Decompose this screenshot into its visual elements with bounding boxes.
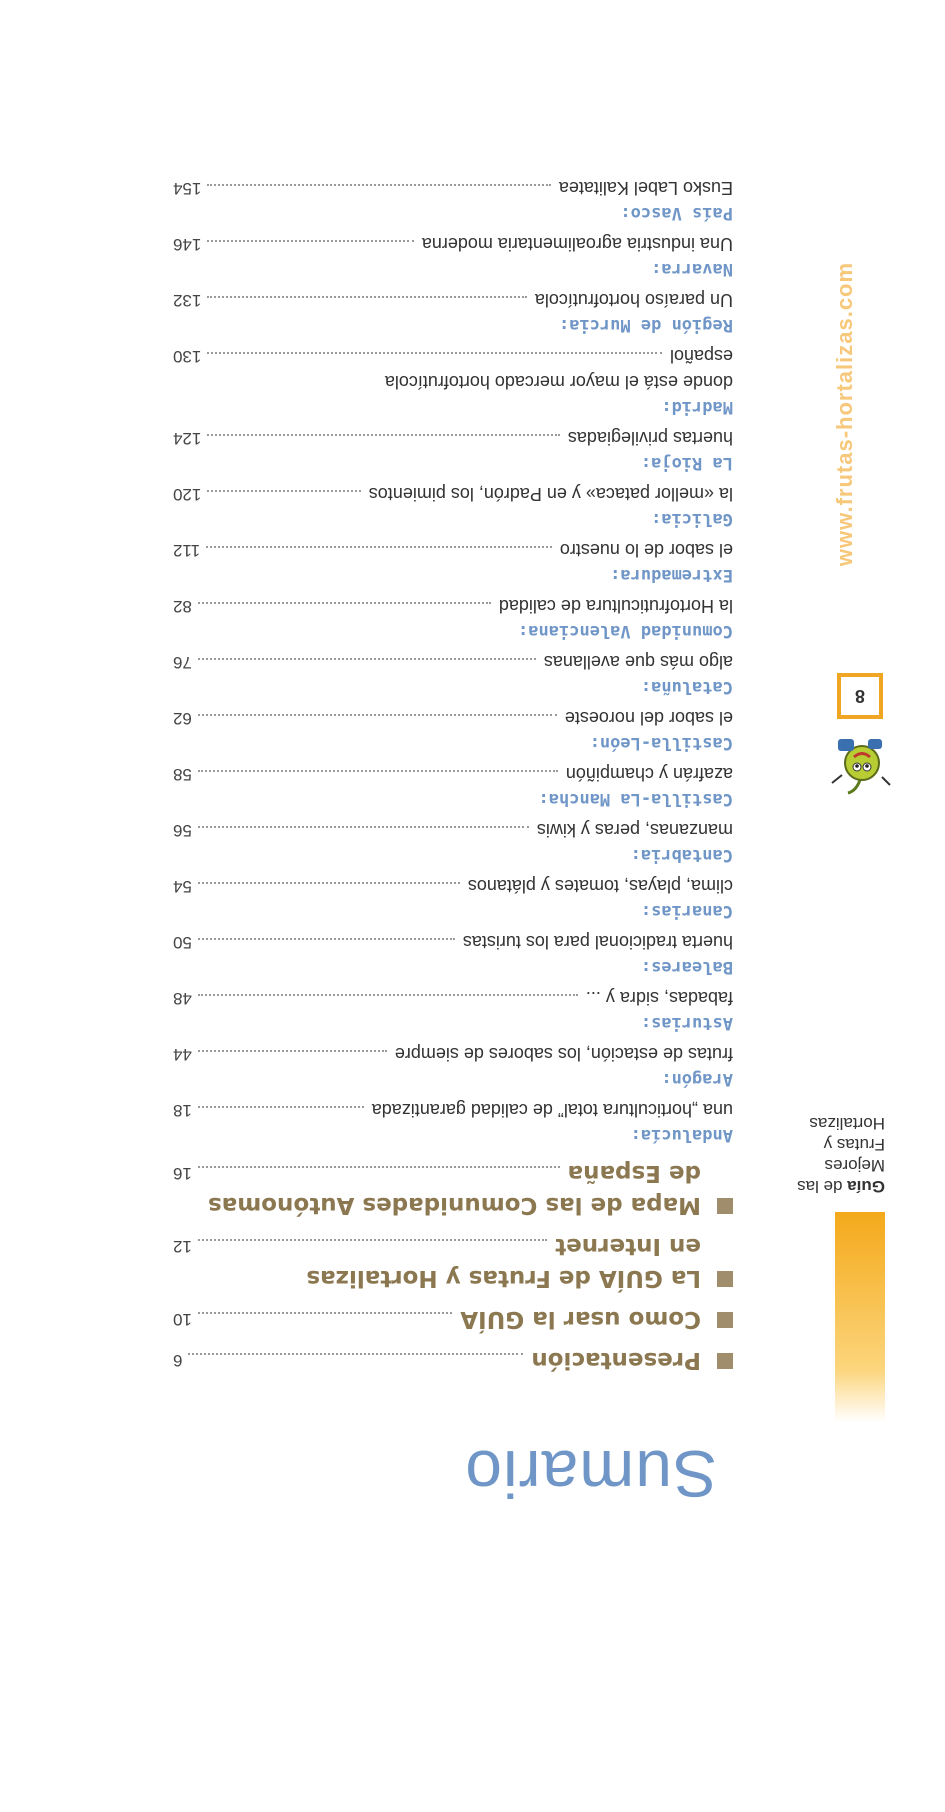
region-page-number: 154	[173, 179, 202, 198]
toc-entry-guia-internet[interactable]	[173, 1230, 733, 1294]
region-entry-comunidad-valenciana[interactable]	[173, 593, 733, 643]
guide-line-1	[765, 1155, 885, 1197]
region-name: Andalucía:	[630, 1125, 733, 1145]
region-page-number: 124	[173, 429, 202, 448]
region-desc-row	[173, 343, 733, 369]
region-page-number: 50	[173, 933, 192, 952]
region-desc: Una industria agroalimentaria moderna	[421, 234, 733, 254]
region-name: Asturias:	[640, 1013, 733, 1033]
toc-entry-title-line-2: de España	[567, 1160, 701, 1186]
dot-leader	[198, 1050, 387, 1052]
region-page-number: 58	[173, 765, 192, 784]
region-desc-row	[173, 873, 733, 899]
region-entry-pais-vasco[interactable]	[173, 175, 733, 225]
region-desc: huertas privilegiadas	[567, 428, 733, 448]
region-desc-row	[173, 985, 733, 1011]
orange-accent-bar	[835, 1212, 885, 1422]
toc-entry-row	[173, 1344, 701, 1376]
region-desc-row	[173, 705, 733, 731]
toc-entry-mapa[interactable]	[173, 1157, 733, 1221]
region-entry-andalucia[interactable]	[173, 1097, 733, 1147]
region-entry-extremadura[interactable]	[173, 537, 733, 587]
square-bullet-icon	[717, 1312, 733, 1328]
toc-page-number: 6	[173, 1351, 183, 1370]
region-name: Castilla-León:	[589, 733, 733, 753]
dot-leader	[207, 296, 527, 298]
region-desc: una „horticultura total” de calidad garantizada	[371, 1100, 733, 1120]
dot-leader	[198, 714, 557, 716]
region-entry-navarra[interactable]	[173, 231, 733, 281]
region-name: Baleares:	[640, 957, 733, 977]
region-desc: Un paraíso hortofrutícola	[534, 290, 733, 310]
square-bullet-icon	[717, 1198, 733, 1214]
region-name: Madrid:	[661, 397, 733, 417]
region-desc-row	[173, 649, 733, 675]
region-name: Galicia:	[651, 509, 733, 529]
toc-entry-text	[173, 1230, 701, 1294]
region-page-number: 62	[173, 709, 192, 728]
dot-leader	[188, 1353, 523, 1355]
region-name: La Rioja:	[640, 453, 733, 473]
dot-leader	[198, 882, 460, 884]
region-page-number: 18	[173, 1101, 192, 1120]
dot-leader	[207, 352, 662, 354]
region-page-number: 76	[173, 653, 192, 672]
guide-line1-rest: de las Mejores	[797, 1156, 885, 1196]
region-desc-line-1: donde está el mayor mercado hortofrutícola	[384, 372, 733, 392]
region-name: Extremadura:	[610, 565, 733, 585]
region-desc-row	[173, 175, 733, 201]
toc-entry-como-usar[interactable]	[173, 1303, 733, 1335]
region-entry-cantabria[interactable]	[173, 817, 733, 867]
region-desc-row	[173, 425, 733, 451]
toc-page-number: 12	[173, 1237, 192, 1256]
region-page-number: 146	[173, 235, 202, 254]
region-desc: clima, playas, tomates y plátanos	[467, 876, 733, 896]
region-desc-row	[173, 537, 733, 563]
dot-leader	[207, 184, 551, 186]
region-desc: la «mellor pataca» y en Padrón, los pimientos	[368, 484, 733, 504]
square-bullet-icon	[717, 1353, 733, 1369]
toc-entry-title-line-1: La GUÍA de Frutas y Hortalizas	[306, 1265, 701, 1291]
toc-entry-text	[173, 1344, 701, 1376]
region-name: Canarias:	[640, 901, 733, 921]
region-page-number: 48	[173, 989, 192, 1008]
mascot-icon	[820, 727, 900, 807]
website-url: www.frutas-hortalizas.com	[832, 261, 857, 567]
region-entry-asturias[interactable]	[173, 985, 733, 1035]
region-page-number: 112	[173, 541, 201, 560]
dot-leader	[198, 994, 578, 996]
region-entry-galicia[interactable]	[173, 481, 733, 531]
square-bullet-icon	[717, 1271, 733, 1287]
region-desc: la Hortofruticultura de calidad	[498, 596, 733, 616]
region-desc: huerta tradicional para los turistas	[462, 932, 733, 952]
region-desc-row	[173, 817, 733, 843]
dot-leader	[198, 1239, 547, 1241]
dot-leader	[198, 1106, 364, 1108]
region-page-number: 120	[173, 485, 202, 504]
toc-page-number: 16	[173, 1164, 192, 1183]
region-name: Aragón:	[661, 1069, 733, 1089]
region-name: Cantabria:	[630, 845, 733, 865]
dot-leader	[198, 770, 558, 772]
guide-line-2: Frutas y Hortalizas	[809, 1114, 885, 1154]
toc-entry-text	[173, 1303, 701, 1335]
region-entry-baleares[interactable]	[173, 929, 733, 979]
region-entry-aragon[interactable]	[173, 1041, 733, 1091]
dot-leader	[207, 240, 413, 242]
region-name: Castilla-La Mancha:	[538, 789, 733, 809]
region-desc: fabadas, sidra y ...	[585, 988, 733, 1008]
region-page-number: 82	[173, 597, 192, 616]
toc-entry-row	[173, 1303, 701, 1335]
dot-leader	[198, 826, 529, 828]
region-entry-canarias[interactable]	[173, 873, 733, 923]
region-entry-murcia[interactable]	[173, 287, 733, 337]
toc-entry-title-line-2: en Internet	[555, 1233, 701, 1259]
toc-entry-title: Presentación	[531, 1347, 701, 1373]
region-desc: manzanas, peras y kiwis	[536, 820, 733, 840]
region-desc: azafrán y champiñón	[565, 764, 733, 784]
dot-leader	[207, 490, 360, 492]
toc-entry-title-line-1: Mapa de las Comunidades Autónomas	[208, 1192, 701, 1218]
region-name: Cataluña:	[640, 677, 733, 697]
region-desc: español	[669, 346, 733, 366]
guide-bold: Guía	[847, 1177, 885, 1196]
region-desc-row	[173, 761, 733, 787]
region-page-number: 56	[173, 821, 192, 840]
region-entry-castilla-la-mancha[interactable]	[173, 761, 733, 811]
region-page-number: 44	[173, 1045, 192, 1064]
region-entry-la-rioja[interactable]	[173, 425, 733, 475]
dot-leader	[207, 434, 560, 436]
toc-entry-row	[173, 1230, 701, 1262]
region-desc-row	[173, 929, 733, 955]
page-number-badge: 8	[837, 673, 883, 719]
page-title: Sumario	[464, 1437, 717, 1511]
toc-entry-row	[173, 1157, 701, 1189]
region-desc-row	[173, 593, 733, 619]
toc-page-number: 10	[173, 1310, 192, 1329]
region-name: Navarra:	[651, 259, 733, 279]
region-desc-row	[173, 231, 733, 257]
dot-leader	[198, 602, 491, 604]
region-desc: frutas de estación, los sabores de siempre	[394, 1044, 733, 1064]
region-desc-row	[173, 1041, 733, 1067]
region-desc-row	[173, 287, 733, 313]
region-entry-cataluna[interactable]	[173, 649, 733, 699]
dot-leader	[206, 546, 552, 548]
region-name: País Vasco:	[620, 203, 733, 223]
region-desc: el sabor del noroeste	[564, 708, 733, 728]
region-name: Comunidad Valenciana:	[518, 621, 733, 641]
dot-leader	[198, 1166, 560, 1168]
dot-leader	[198, 1312, 452, 1314]
toc-entry-text	[173, 1157, 701, 1221]
region-page-number: 130	[173, 347, 202, 366]
region-page-number: 132	[173, 291, 202, 310]
dot-leader	[198, 658, 536, 660]
region-desc-row	[173, 1097, 733, 1123]
region-desc: el sabor de lo nuestro	[559, 540, 733, 560]
region-desc: algo más que avellanas	[543, 652, 733, 672]
toc-entry-presentacion[interactable]	[173, 1344, 733, 1376]
guide-brand	[765, 1113, 885, 1197]
table-of-contents	[173, 169, 733, 1376]
region-desc-row	[173, 481, 733, 507]
dot-leader	[198, 938, 455, 940]
region-list	[173, 175, 733, 1147]
region-entry-castilla-leon[interactable]	[173, 705, 733, 755]
region-name: Región de Murcia:	[559, 315, 733, 335]
region-page-number: 54	[173, 877, 192, 896]
toc-entry-title: Como usar la GUÍA	[460, 1306, 701, 1332]
region-entry-madrid[interactable]	[173, 343, 733, 419]
region-desc: Eusko Label Kalitatea	[558, 178, 733, 198]
